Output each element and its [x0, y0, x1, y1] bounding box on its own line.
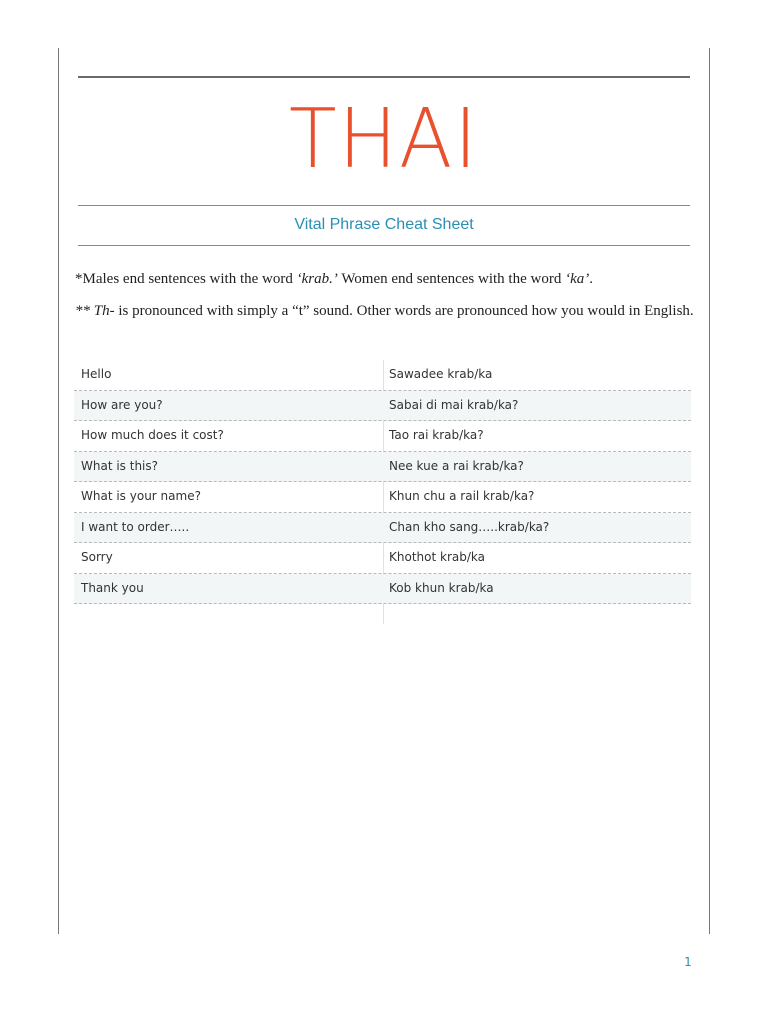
phrase-table	[74, 360, 691, 634]
english-phrase: Hello	[81, 367, 112, 381]
thai-phrase: Chan kho sang…..krab/ka?	[389, 519, 550, 534]
note-pronunciation	[75, 300, 695, 323]
english-phrase: What is your name?	[81, 489, 201, 503]
page-title-text: THAI	[288, 92, 480, 187]
thai-phrase: Khothot krab/ka	[389, 550, 485, 564]
table-row-empty	[74, 604, 691, 634]
english-phrase: I want to order…..	[81, 519, 190, 534]
top-rule	[78, 76, 690, 78]
page-title	[78, 92, 690, 188]
note-1-suffix: .	[589, 271, 593, 287]
note-1-prefix: *Males end sentences with the word	[75, 271, 297, 287]
table-row	[74, 391, 691, 422]
thai-phrase: Sawadee krab/ka	[389, 367, 493, 381]
subtitle-top-rule	[78, 205, 690, 206]
note-2-word-th: Th-	[93, 303, 115, 319]
english-phrase: Thank you	[81, 580, 144, 595]
page-subtitle: Vital Phrase Cheat Sheet	[294, 216, 474, 233]
english-phrase: Sorry	[81, 550, 113, 564]
english-phrase: How are you?	[81, 397, 163, 412]
thai-phrase: Sabai di mai krab/ka?	[389, 397, 519, 412]
note-1-word-ka: ‘ka’	[565, 271, 590, 287]
page-border-left	[58, 48, 59, 934]
thai-phrase: Nee kue a rai krab/ka?	[389, 458, 524, 473]
english-phrase: What is this?	[81, 458, 159, 473]
page-border-right	[709, 48, 710, 934]
note-1-middle: Women end sentences with the word	[337, 271, 566, 287]
page-number: 1	[684, 955, 692, 969]
note-gender-endings	[75, 268, 695, 291]
english-phrase: How much does it cost?	[81, 428, 224, 442]
note-2-suffix: is pronounced with simply a “t” sound. Other words are pronounced how you would in English.	[114, 303, 694, 319]
note-2-prefix: **	[75, 303, 94, 319]
table-row	[74, 543, 691, 574]
table-row	[74, 360, 691, 391]
thai-phrase: Kob khun krab/ka	[389, 580, 494, 595]
table-row	[74, 482, 691, 513]
table-row	[74, 421, 691, 452]
subtitle-bottom-rule	[78, 245, 690, 246]
table-row	[74, 574, 691, 605]
thai-phrase: Khun chu a rail krab/ka?	[389, 489, 535, 503]
note-1-word-krab: ‘krab.’	[296, 271, 338, 287]
thai-phrase: Tao rai krab/ka?	[389, 428, 484, 442]
table-row	[74, 513, 691, 544]
table-row	[74, 452, 691, 483]
